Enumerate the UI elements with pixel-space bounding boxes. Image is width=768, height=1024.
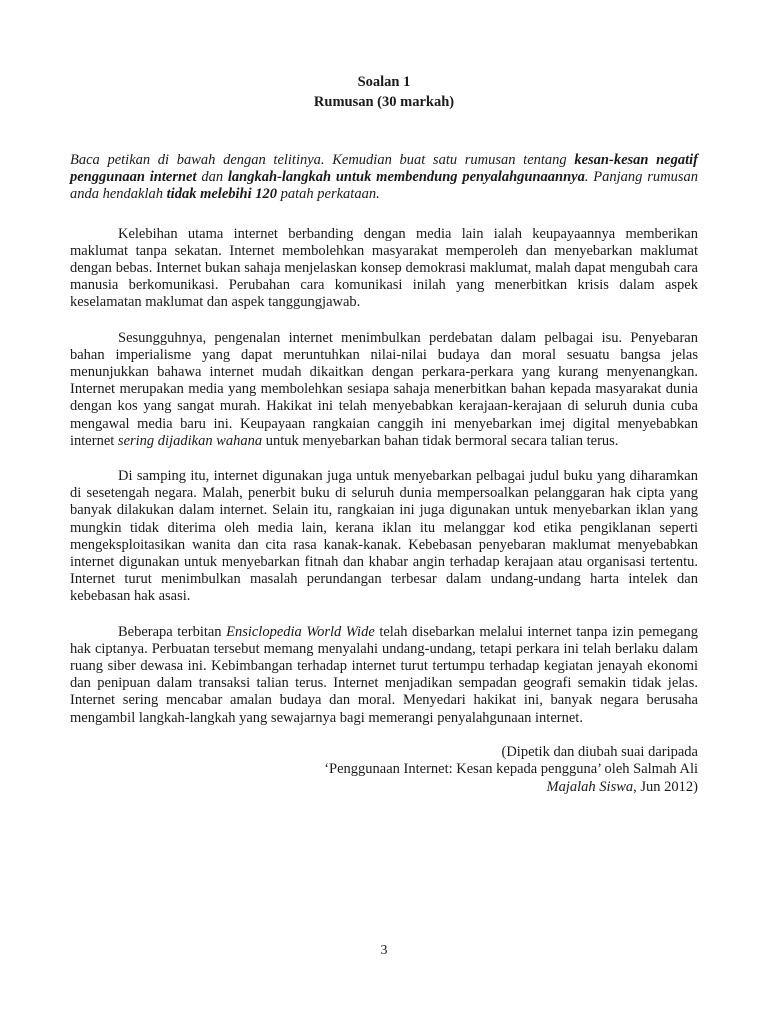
source-line-2: ‘Penggunaan Internet: Kesan kepada pengguna’ oleh Salmah Ali xyxy=(324,761,698,778)
paragraph-2-text-after: untuk menyebarkan bahan tidak bermoral secara talian terus. xyxy=(262,432,619,449)
paragraph-4-italic: Ensiclopedia World Wide xyxy=(226,623,375,640)
source-citation xyxy=(70,744,698,797)
instructions-bold-1: kesan-kesan negatif penggunaan internet xyxy=(70,152,699,186)
page-number: 3 xyxy=(380,943,388,958)
paragraph-2-italic: sering dijadikan wahana xyxy=(117,432,263,449)
paragraph-4-text-before: Beberapa terbitan xyxy=(118,623,227,640)
instructions-text-4: patah perkataan. xyxy=(277,186,380,203)
passage-paragraph-2 xyxy=(70,330,698,450)
instructions-text-2: dan xyxy=(196,169,228,186)
instructions-bold-2: langkah-langkah untuk membendung penyalahgunaannya xyxy=(227,169,585,186)
instructions-text-1: Baca petikan di bawah dengan telitinya. Kemudian buat satu rumusan tentang xyxy=(70,152,575,168)
instructions-text-3: . Panjang rumusan anda hendaklah xyxy=(70,169,699,203)
passage-paragraph-4 xyxy=(70,624,698,727)
source-line-3 xyxy=(70,779,698,797)
source-date: , Jun 2012) xyxy=(633,778,698,795)
instructions-bold-3: tidak melebihi 120 xyxy=(166,186,278,203)
instructions xyxy=(70,152,698,204)
document-page xyxy=(70,72,698,796)
passage-paragraph-1: Kelebihan utama internet berbanding dengan media lain ialah keupayaannya memberikan maklumat tanpa sekatan. Internet membolehkan masyarakat memperoleh dan menyebarkan maklumat dengan bebas. Internet bukan sahaja menjelaskan konsep demokrasi maklumat, malah dapat mengubah cara manusia berkomunikasi. Perubahan cara komunikasi inilah yang menerbitkan krisis dalam aspek keselamatan maklumat dan aspek tanggungjawab. xyxy=(70,225,698,311)
paragraph-4-text-after: telah disebarkan melalui internet tanpa izin pemegang hak ciptanya. Perbuatan tersebut memang menyalahi undang-undang, tetapi perkara ini telah berlaku dalam ruang siber dewasa ini. Kebimbangan terhadap internet turut tertumpu terhadap kegiatan jenayah ekonomi dan penipuan dalam transaksi talian terus. Internet menjadikan sempadan geografi semakin tidak jelas. Internet sering mencabar amalan budaya dan moral. Menyedari hakikat ini, banyak negara berusaha mengambil langkah-langkah yang sewajarnya bagi memerangi penyalahgunaan internet. xyxy=(70,623,698,726)
source-magazine-title: Majalah Siswa xyxy=(546,778,634,795)
passage-paragraph-3: Di samping itu, internet digunakan juga untuk menyebarkan pelbagai judul buku yang diharamkan di sesetengah negara. Malah, penerbit buku di seluruh dunia mempersoalkan pelanggaran hak cipta yang banyak dilakukan dalam internet. Selain itu, rangkaian ini juga digunakan untuk menyebarkan iklan yang mungkin tidak diterima oleh media lain, kerana iklan itu melanggar kod etika pengiklanan seperti mengeksploitasikan wanita dan cita rasa kanak-kanak. Kebebasan penyebaran maklumat menyebabkan internet digunakan untuk menyebarkan fitnah dan khabar angin terhadap kerajaan atau organisasi tertentu. Internet turut menimbulkan masalah perundangan terbesar dalam undang-undang harta intelek dan kebebasan hak asasi. xyxy=(70,468,698,605)
source-line-1: (Dipetik dan diubah suai daripada xyxy=(501,743,698,760)
paragraph-2-text-before: Sesungguhnya, pengenalan internet menimbulkan perdebatan dalam pelbagai isu. Penyebaran bahan imperialisme yang dapat meruntuhkan nilai-nilai budaya dan moral sesuatu bangsa jelas menunjukkan bahawa internet mudah dikaitkan dengan perkara-perkara yang kurang menyenangkan. Internet merupakan media yang membolehkan sesiapa sahaja menerbitkan bahan kepada masyarakat dunia dengan kos yang sangat murah. Hakikat ini telah menyebabkan kerajaan-kerajaan di seluruh dunia cuba mengawal media baru ini. Keupayaan rangkaian canggih ini menyebarkan imej digital menyebabkan internet xyxy=(70,329,698,449)
question-number: Soalan 1 xyxy=(357,74,411,90)
question-type: Rumusan (30 markah) xyxy=(313,94,455,110)
